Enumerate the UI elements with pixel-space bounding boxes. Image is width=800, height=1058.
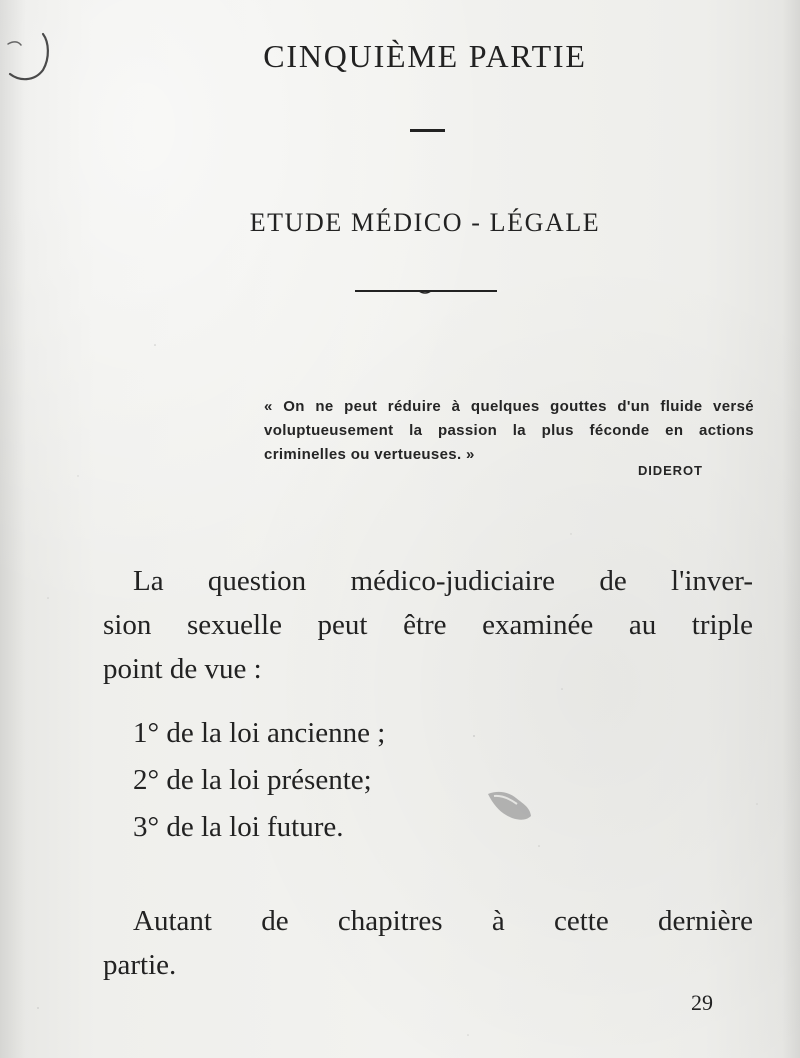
paper-stain-icon bbox=[485, 789, 535, 824]
closing-paragraph bbox=[103, 899, 753, 987]
epigraph-quote: « On ne peut réduire à quelques gouttes d'un fluide versé voluptueusement la passion la plus féconde en actions criminelles ou vertueuses. » bbox=[264, 398, 754, 463]
section-heading: ETUDE MÉDICO - LÉGALE bbox=[249, 208, 601, 237]
introductory-paragraph bbox=[103, 559, 753, 691]
page-number: 29 bbox=[691, 990, 713, 1015]
closing-line: Autant de chapitres à cette dernière bbox=[133, 905, 753, 937]
intro-line: sion sexuelle peut être examinée au triple bbox=[103, 609, 753, 641]
intro-line: La question médico-judiciaire de l'inver- bbox=[133, 565, 753, 597]
epigraph-author: DIDEROT bbox=[638, 463, 703, 478]
list-item: 2° de la loi présente; bbox=[133, 764, 372, 796]
list-item: 1° de la loi ancienne ; bbox=[133, 717, 386, 749]
closing-line: partie. bbox=[103, 949, 177, 981]
list-item: 3° de la loi future. bbox=[133, 811, 344, 843]
examination-points-list bbox=[133, 710, 523, 851]
ornamental-rule-icon bbox=[355, 285, 497, 299]
short-rule-icon bbox=[410, 129, 445, 132]
part-heading: CINQUIÈME PARTIE bbox=[263, 38, 587, 74]
intro-line: point de vue : bbox=[103, 653, 262, 685]
